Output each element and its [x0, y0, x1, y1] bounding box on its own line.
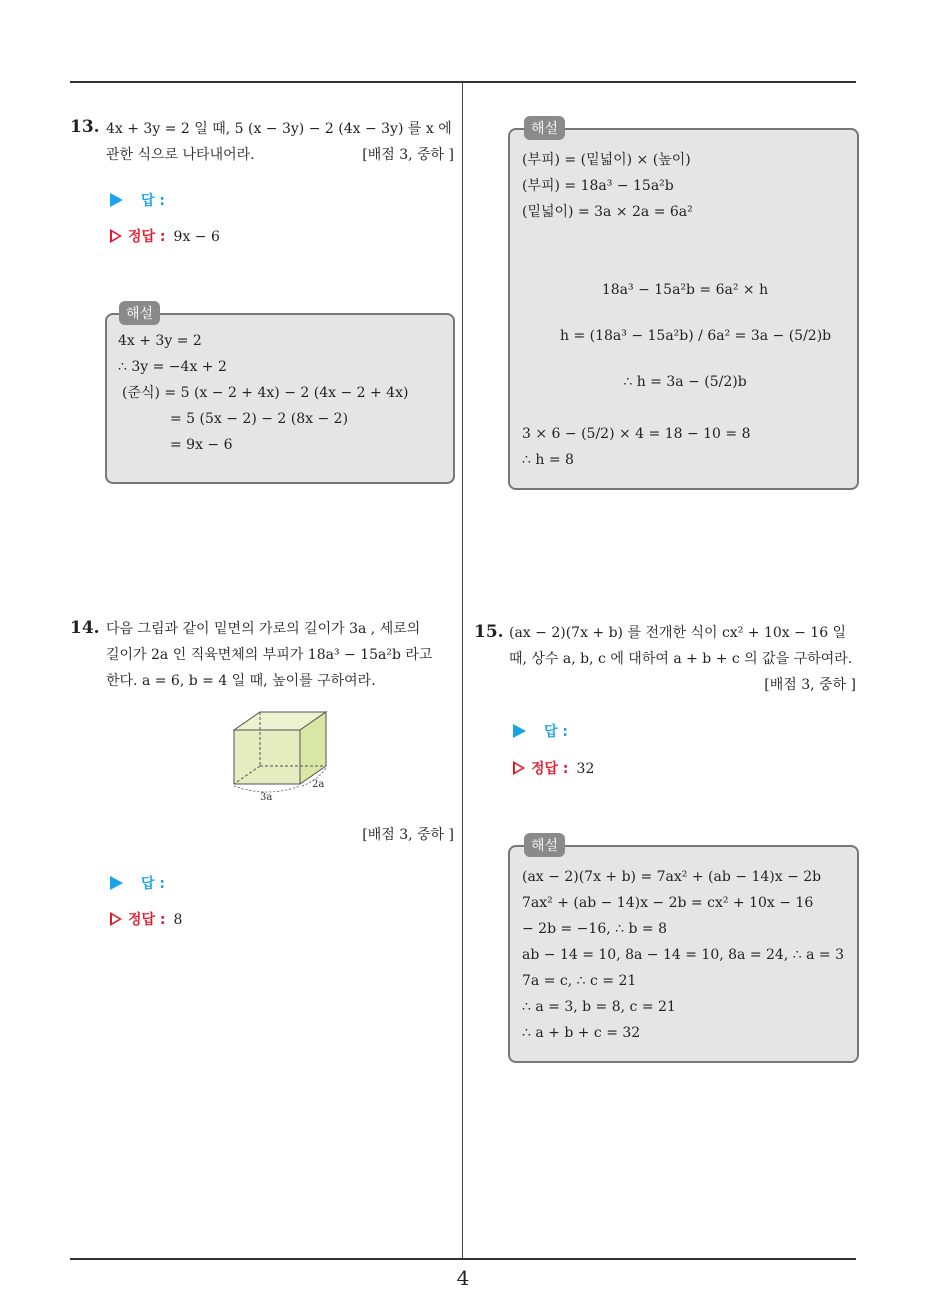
q13-sol-line-5: = 9x − 6	[170, 437, 233, 453]
fig-depth-label: 2a	[312, 779, 325, 790]
q14-sol-center-1: 18a³ − 15a²b = 6a² × h	[601, 282, 769, 298]
q13-answer-row[interactable]	[110, 190, 165, 210]
q14-line-1: 다음 그림과 같이 밑면의 가로의 길이가 3a , 세로의	[106, 621, 421, 637]
q15-answer-row[interactable]	[513, 721, 568, 741]
q14-number: 14.	[70, 618, 100, 638]
q13-line-2: 관한 식으로 나타내어라.	[106, 147, 255, 163]
q14-sol-bottom-1: 3 × 6 − (5/2) × 4 = 18 − 10 = 8	[522, 426, 751, 442]
cuboid-figure	[226, 708, 336, 804]
q14-text	[106, 616, 454, 694]
q15-line-1: (ax − 2)(7x + b) 를 전개한 식이 cx² + 10x − 16 일	[509, 625, 847, 641]
play-icon	[513, 724, 526, 738]
q15-sol-line-4: ab − 14 = 10, 8a − 14 = 10, 8a = 24, ∴ a = 3	[522, 947, 844, 963]
fig-width-label: 3a	[260, 792, 273, 803]
column-divider	[462, 83, 463, 1259]
q15-correct-value: 32	[576, 761, 595, 777]
q13-number: 13.	[70, 117, 100, 137]
q14-solution-center	[560, 267, 832, 405]
q15-text	[509, 620, 857, 672]
q14-sol-center-3: ∴ h = 3a − (5/2)b	[623, 374, 747, 390]
q15-sol-line-6: ∴ a = 3, b = 8, c = 21	[522, 999, 676, 1015]
q15-points: [배점 3, 중하 ]	[764, 677, 856, 693]
q14-sol-line-1: (부피) = (밑넓이) × (높이)	[522, 152, 691, 168]
q15-number: 15.	[474, 622, 504, 642]
top-rule	[70, 81, 856, 83]
q15-sol-line-5: 7a = c, ∴ c = 21	[522, 973, 637, 989]
q14-line-3: 한다. a = 6, b = 4 일 때, 높이를 구하여라.	[106, 673, 376, 689]
q13-sol-line-1: 4x + 3y = 2	[118, 333, 202, 349]
q13-sol-line-3: (준식) = 5 (x − 2 + 4x) − 2 (4x − 2 + 4x)	[122, 385, 409, 401]
q15-sol-line-1: (ax − 2)(7x + b) = 7ax² + (ab − 14)x − 2b	[522, 869, 822, 885]
q14-answer-row[interactable]	[110, 873, 165, 893]
q13-solution	[118, 328, 408, 458]
q14-solution-bottom	[522, 421, 751, 473]
q13-solution-tag: 해설	[119, 301, 160, 325]
q14-sol-bottom-2: ∴ h = 8	[522, 452, 574, 468]
outline-triangle-icon	[110, 912, 122, 926]
q15-solution	[522, 864, 844, 1046]
q13-points: [배점 3, 중하 ]	[362, 147, 454, 163]
q14-correct-row	[110, 909, 182, 929]
q14-correct-value: 8	[173, 912, 183, 928]
q15-sol-line-7: ∴ a + b + c = 32	[522, 1025, 641, 1041]
correct-label: 정답 :	[128, 229, 166, 245]
outline-triangle-icon	[513, 761, 525, 775]
bottom-rule	[70, 1258, 856, 1260]
q14-solution-tag: 해설	[524, 116, 565, 140]
q15-line-2: 때, 상수 a, b, c 에 대하여 a + b + c 의 값을 구하여라.	[509, 651, 853, 667]
correct-label: 정답 :	[128, 912, 166, 928]
q15-sol-line-2: 7ax² + (ab − 14)x − 2b = cx² + 10x − 16	[522, 895, 814, 911]
page-number: 4	[456, 1266, 470, 1290]
q15-solution-tag: 해설	[524, 833, 565, 857]
q14-line-2: 길이가 2a 인 직육면체의 부피가 18a³ − 15a²b 라고	[106, 647, 433, 663]
answer-label: 답 :	[141, 193, 165, 209]
q14-solution-top	[522, 147, 693, 225]
q14-points: [배점 3, 중하 ]	[362, 827, 454, 843]
q13-sol-line-2: ∴ 3y = −4x + 2	[118, 359, 227, 375]
q14-sol-line-2: (부피) = 18a³ − 15a²b	[522, 178, 674, 194]
q15-sol-line-3: − 2b = −16, ∴ b = 8	[522, 921, 667, 937]
answer-label: 답 :	[544, 724, 568, 740]
q13-correct-row	[110, 226, 220, 246]
q13-line-1: 4x + 3y = 2 일 때, 5 (x − 3y) − 2 (4x − 3y) 를 x 에	[106, 121, 452, 137]
q14-sol-center-2: h = (18a³ − 15a²b) / 6a² = 3a − (5/2)b	[560, 328, 832, 344]
play-icon	[110, 193, 123, 207]
q13-sol-line-4: = 5 (5x − 2) − 2 (8x − 2)	[170, 411, 349, 427]
outline-triangle-icon	[110, 229, 122, 243]
correct-label: 정답 :	[531, 761, 569, 777]
play-icon	[110, 876, 123, 890]
answer-label: 답 :	[141, 876, 165, 892]
q14-sol-line-3: (밑넓이) = 3a × 2a = 6a²	[522, 204, 693, 220]
q15-correct-row	[513, 758, 594, 778]
q13-correct-value: 9x − 6	[173, 229, 220, 245]
